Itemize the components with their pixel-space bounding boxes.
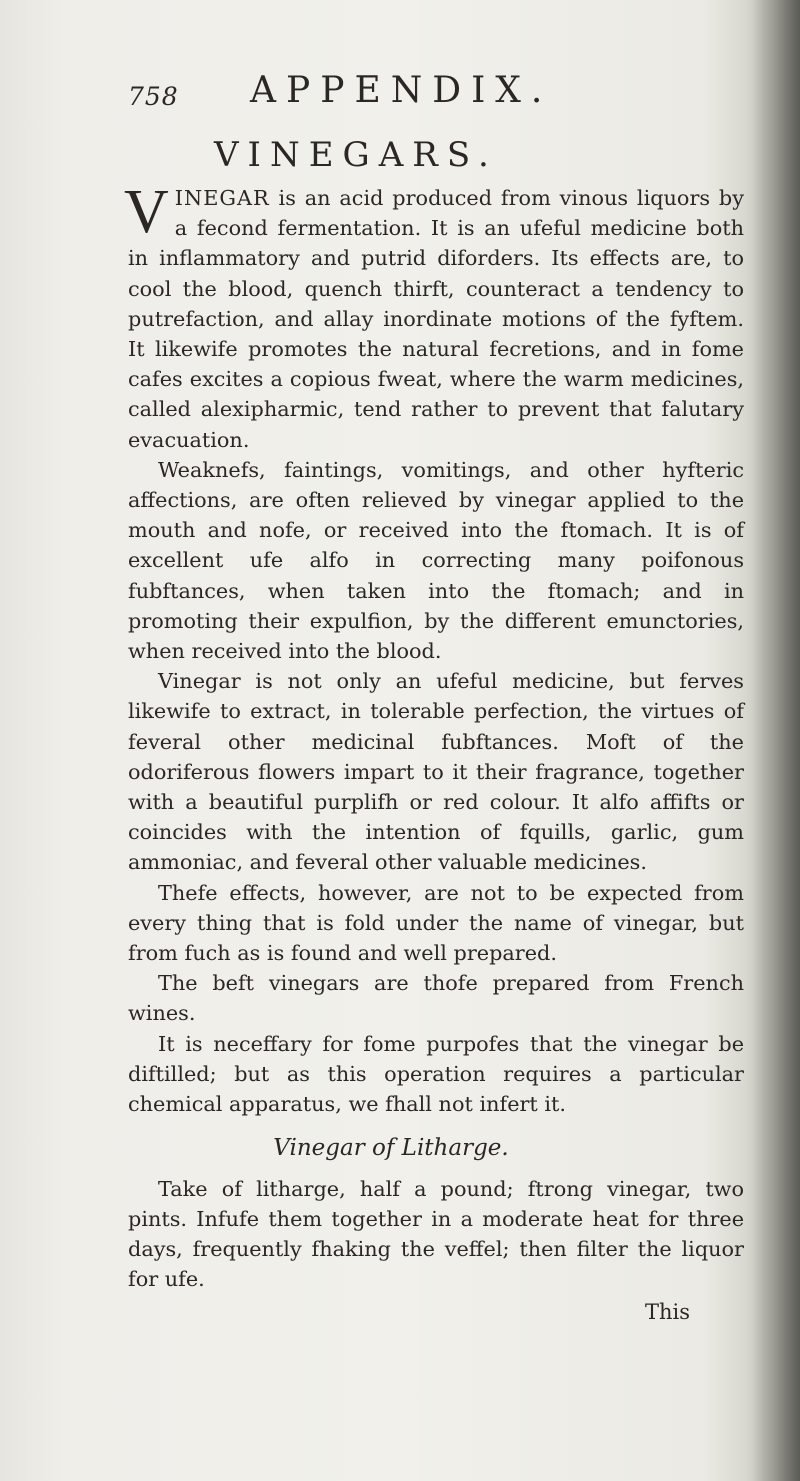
- paragraph-effects: Thefe effects, however, are not to be expected from every thing that is fold under the name of vinegar, but from fuch as is found and well prepared.: [128, 880, 744, 966]
- paragraph-weakness: Weaknefs, faintings, vomitings, and other hyfteric affections, are often relieved by vinegar applied to the mouth and nofe, or received into the ftomach. It is of excellent ufe alfo in correcting many poifonous fubftances, when taken into the ftomach; and in promoting their expulfion, by the different emunctories, when received into the blood.: [128, 457, 744, 664]
- lead-word: INEGAR: [174, 186, 270, 210]
- paragraph-distillation: It is neceffary for fome purpofes that the vinegar be diftilled; but as this operation requires a particular chemical apparatus, we fhall not infert it.: [128, 1031, 744, 1117]
- drop-cap: V: [124, 178, 169, 246]
- page-number: 758: [128, 82, 179, 111]
- page-edge-shadow: [752, 0, 800, 1481]
- subsection-title: Vinegar of Litharge.: [273, 1135, 509, 1162]
- page-header: [128, 70, 728, 120]
- paragraph-intro-text: is an acid produced from vinous liquors by a fecond fermentation. It is an ufeful medicine both in inflammatory and putrid diforders. Its effects are, to cool the blood, quench thirft, counteract a tendency to putrefaction, and allay inordinate motions of the fyftem. It likewife promotes the natural fecretions, and in fome cafes excites a copious fweat, where the warm medicines, called alexipharmic, tend rather to prevent that falutary evacuation.: [128, 186, 744, 452]
- paragraph-litharge-recipe: Take of litharge, half a pound; ftrong vinegar, two pints. Infufe them together in a moderate heat for three days, frequently fhaking the veffel; then filter the liquor for ufe.: [128, 1176, 744, 1292]
- paragraph-extraction: Vinegar is not only an ufeful medicine, but ferves likewife to extract, in tolerable perfection, the virtues of feveral other medicinal fubftances. Moft of the odoriferous flowers impart to it their fragrance, together with a beautiful purplifh or red colour. It alfo affifts or coincides with the intention of fquills, garlic, gum ammoniac, and feveral other valuable medicines.: [128, 669, 744, 875]
- paragraph-intro: [124, 178, 744, 455]
- catchword: This: [645, 1300, 691, 1324]
- running-head: APPENDIX.: [250, 70, 553, 111]
- paragraph-best-vinegars: The beft vinegars are thofe prepared from French wines.: [128, 971, 744, 1026]
- body-text: [124, 178, 744, 1294]
- section-title: VINEGARS.: [214, 135, 498, 175]
